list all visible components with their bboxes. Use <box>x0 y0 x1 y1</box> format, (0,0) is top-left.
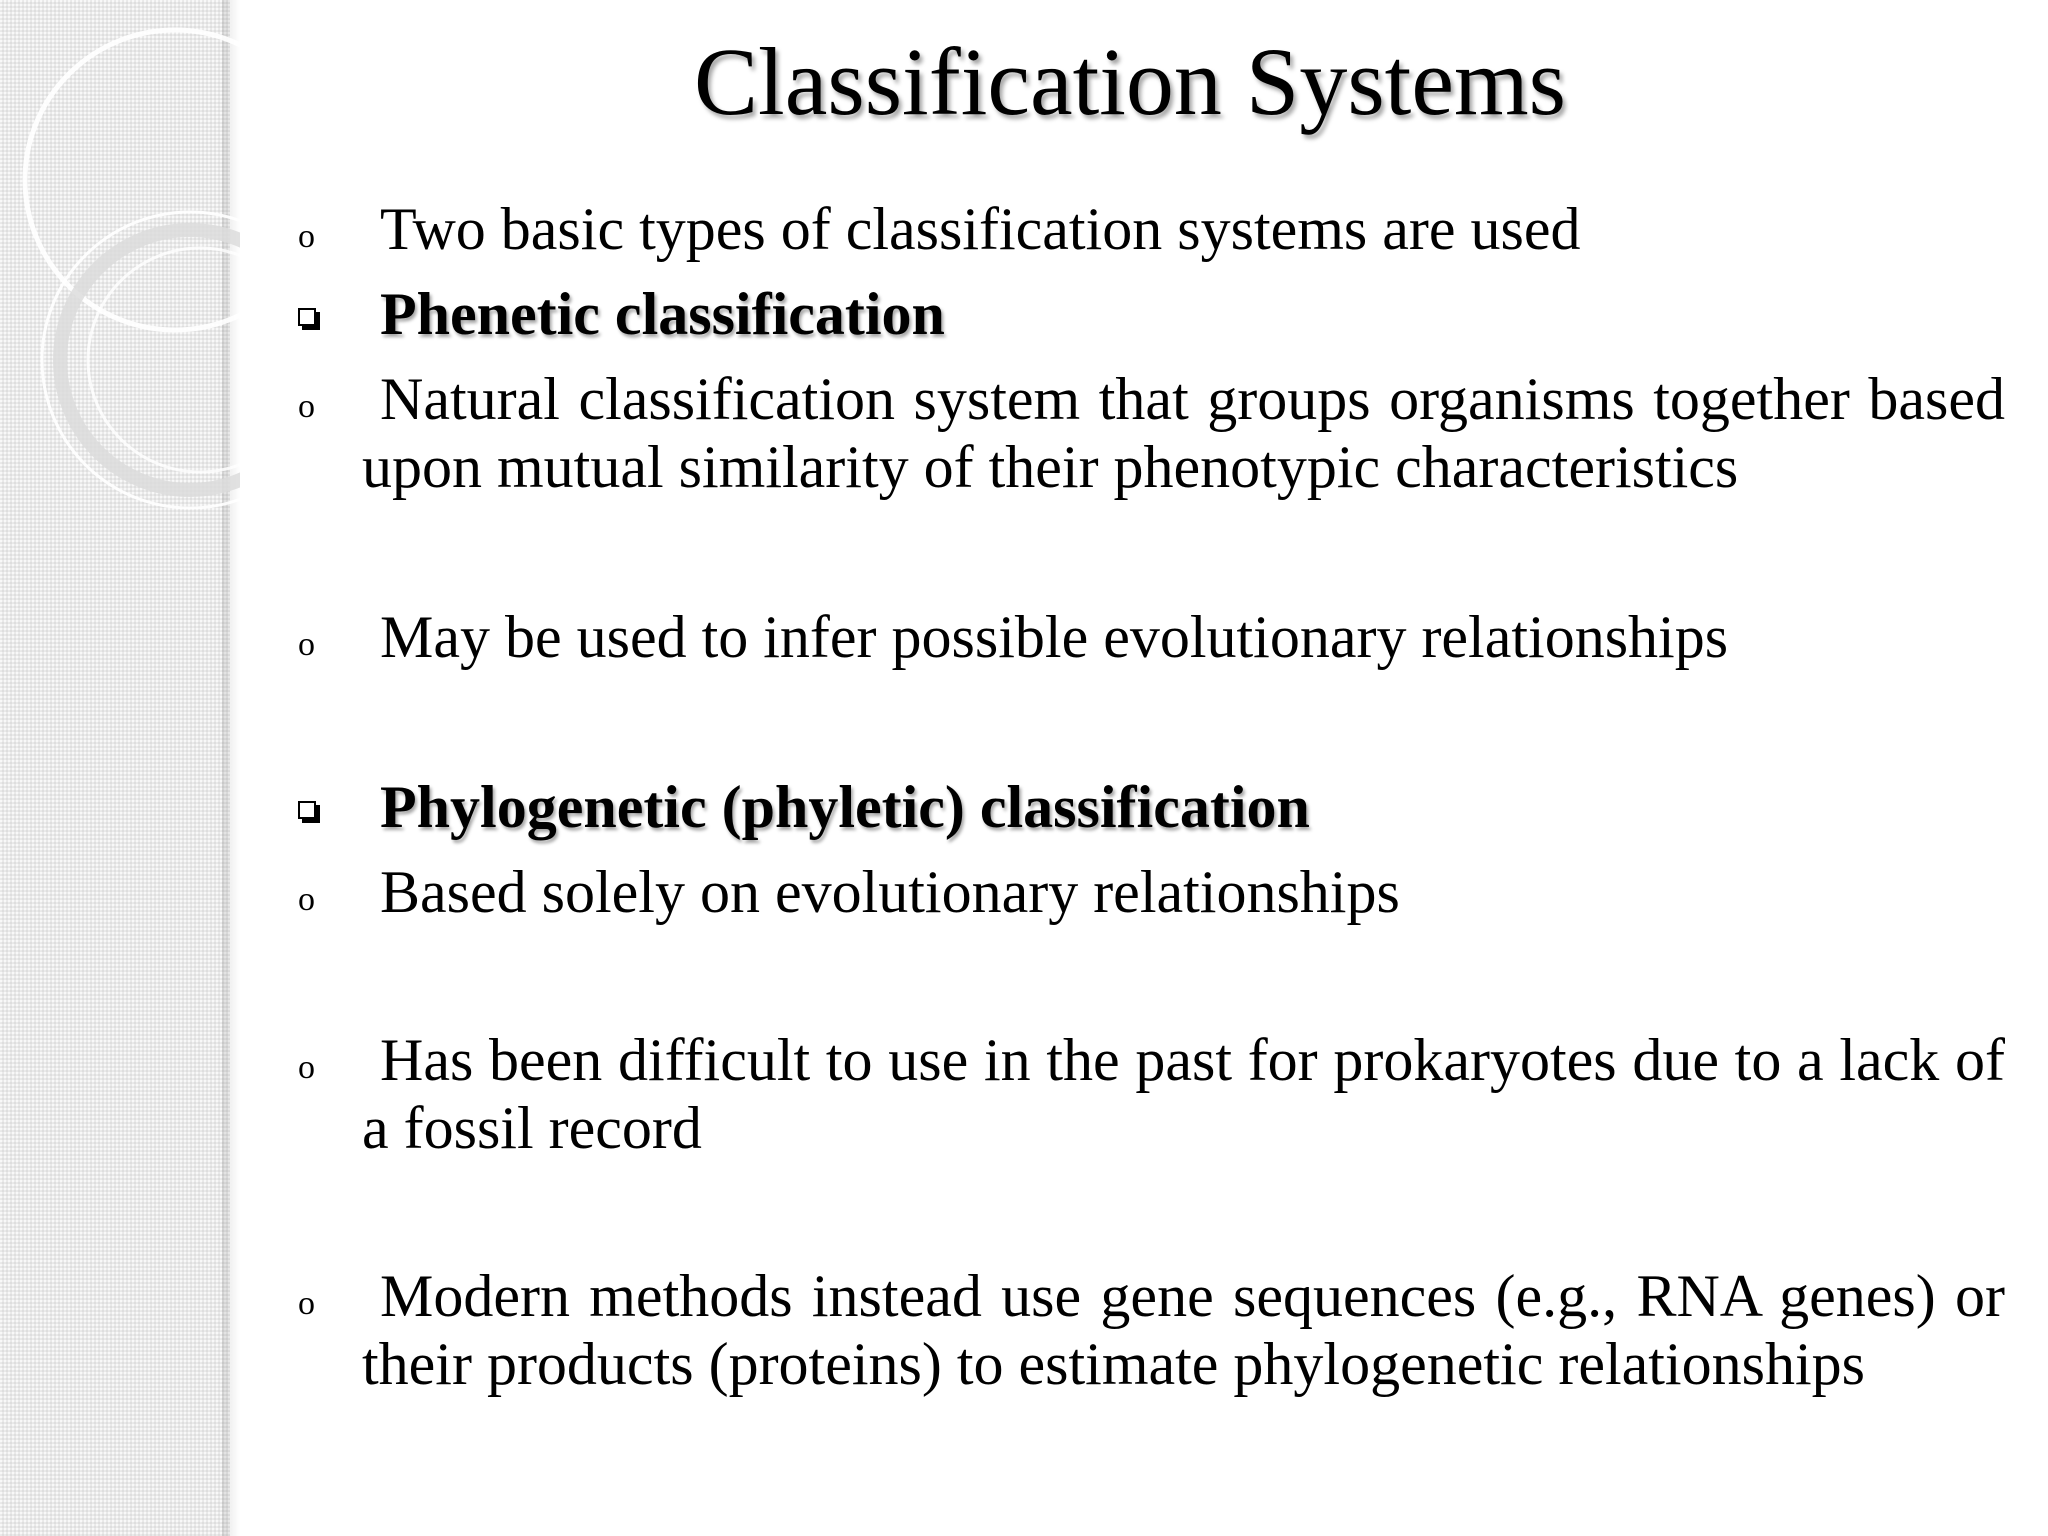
bullet-text: Has been difficult to use in the past for prokaryotes due to a lack of a fossil record <box>362 1027 2005 1161</box>
decorative-rings <box>0 0 240 520</box>
bullet-item <box>290 603 2005 671</box>
circle-bullet-icon: o <box>298 1049 315 1086</box>
bullet-item <box>290 1262 2005 1398</box>
bullet-text: May be used to infer possible evolutionary relationships <box>380 604 1729 670</box>
heading-text: Phenetic classification <box>380 281 945 347</box>
bullet-text: Two basic types of classification systems are used <box>380 196 1581 262</box>
circle-bullet-icon: o <box>298 218 315 255</box>
slide-title: Classification Systems <box>694 28 1566 135</box>
bullet-item <box>290 195 2005 263</box>
bullet-list <box>290 195 2005 1398</box>
square-bullet-icon <box>298 801 316 819</box>
bullet-text: Modern methods instead use gene sequences (e.g., RNA genes) or their products (proteins) to estimate phylogenetic relationships <box>362 1263 2005 1397</box>
circle-bullet-icon: o <box>298 881 315 918</box>
bullet-item <box>290 1026 2005 1162</box>
bullet-item <box>290 858 2005 926</box>
bullet-text: Natural classification system that groups organisms together based upon mutual similarity of their phenotypic characteristics <box>362 366 2005 500</box>
circle-bullet-icon: o <box>298 1285 315 1322</box>
circle-bullet-icon: o <box>298 388 315 425</box>
bullet-item <box>290 365 2005 501</box>
heading-text: Phylogenetic (phyletic) classification <box>380 774 1310 840</box>
section-heading <box>290 773 2005 841</box>
circle-bullet-icon: o <box>298 626 315 663</box>
section-heading <box>290 280 2005 348</box>
square-bullet-icon <box>298 308 316 326</box>
bullet-text: Based solely on evolutionary relationships <box>380 859 1400 925</box>
